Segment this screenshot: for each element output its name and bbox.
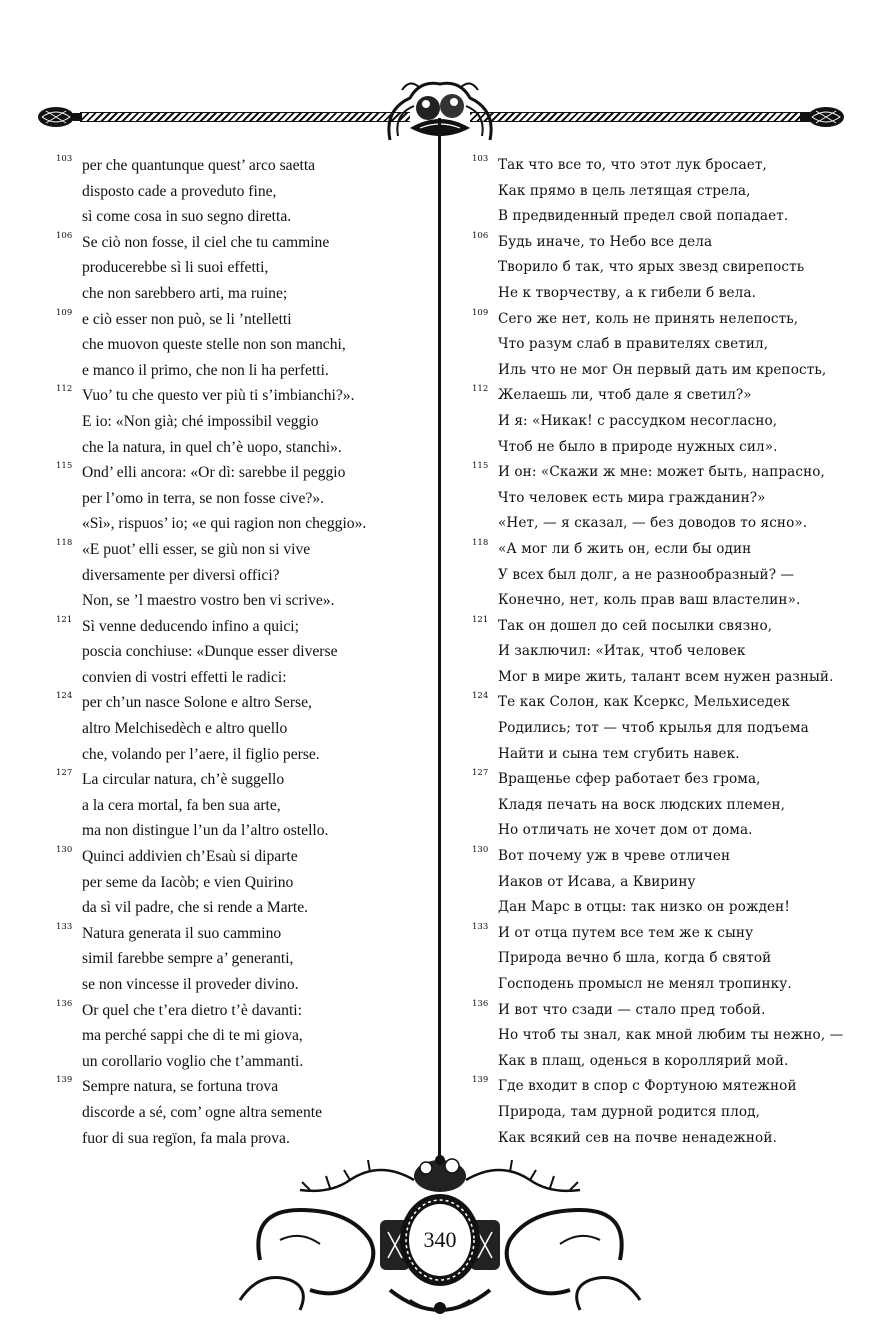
- verse-line: Но чтоб ты знал, как мной любим ты нежно, —: [498, 1027, 844, 1044]
- verse-line: ma non distingue l’un da l’altro ostello.: [82, 822, 329, 840]
- verse-line: Конечно, нет, коль прав ваш властелин».: [498, 592, 801, 609]
- tercet: [472, 460, 838, 537]
- verse-line: И он: «Скажи ж мне: может быть, напрасно,: [498, 464, 825, 481]
- tercet: [472, 844, 838, 921]
- tercet: [56, 921, 432, 998]
- rod-right: [470, 112, 810, 122]
- tercet: [472, 614, 838, 691]
- verse-number: 133: [56, 921, 73, 932]
- verse-line: convien di vostri effetti le radici:: [82, 668, 287, 686]
- verse-number: 106: [56, 230, 73, 241]
- verse-line: Sì venne deducendo infino a quici;: [82, 617, 299, 635]
- verse-line: «E puot’ elli esser, se giù non si vive: [82, 540, 311, 558]
- russian-column: [472, 153, 844, 1151]
- page-number: 340: [423, 1227, 457, 1252]
- verse-line: Будь иначе, то Небо все дела: [498, 233, 713, 250]
- verse-number: 121: [56, 614, 73, 625]
- verse-line: da sì vil padre, che si rende a Marte.: [82, 899, 309, 917]
- tercet: [472, 998, 844, 1075]
- tercet: [56, 460, 432, 537]
- finial-left-icon: [36, 105, 82, 129]
- verse-line: se non vincesse il proveder divino.: [82, 976, 299, 993]
- verse-line: Творило б так, что ярых звезд свирепость: [498, 259, 805, 276]
- verse-line: Vuo’ tu che questo ver più ti s’imbianchi?».: [82, 387, 355, 405]
- verse-line: diversamente per diversi offici?: [82, 566, 280, 584]
- verse-number: 121: [472, 614, 489, 625]
- verse-line: У всех был долг, а не разнообразный? —: [498, 566, 795, 583]
- verse-line: La circular natura, ch’è suggello: [82, 771, 285, 789]
- verse-number: 115: [472, 461, 489, 472]
- verse-number: 118: [56, 537, 73, 548]
- verse-line: simil farebbe sempre a’ generanti,: [82, 950, 294, 968]
- verse-line: Как в плащ, оденься в короллярий мой.: [498, 1052, 789, 1069]
- tercet: [56, 767, 432, 844]
- rod-left: [80, 112, 410, 122]
- verse-number: 124: [56, 691, 73, 702]
- verse-line: Ond’ elli ancora: «Or dì: sarebbe il peggio: [82, 464, 346, 482]
- verse-line: che, volando per l’aere, il figlio perse.: [82, 745, 320, 763]
- verse-line: Господень промысл не менял тропинку.: [498, 976, 792, 992]
- verse-line: un corollario voglio che t’ammanti.: [82, 1052, 304, 1070]
- verse-line: Сего же нет, коль не принять нелепость,: [498, 310, 799, 327]
- verse-line: discorde a sé, com’ ogne altra semente: [82, 1103, 323, 1121]
- verse-line: per seme da Iacòb; e vien Quirino: [82, 873, 294, 891]
- verse-line: Родились; тот — чтоб крылья для подъема: [498, 720, 809, 737]
- verse-line: a la cera mortal, fa ben sua arte,: [82, 796, 281, 814]
- verse-number: 127: [472, 768, 489, 779]
- verse-line: Quinci addivien ch’Esaù si diparte: [82, 848, 298, 866]
- tercet: [472, 537, 838, 614]
- verse-line: Non, se ’l maestro vostro ben vi scrive».: [82, 592, 335, 610]
- verse-number: 139: [56, 1075, 73, 1086]
- tercet: [56, 307, 432, 384]
- verse-number: 118: [472, 537, 489, 548]
- verse-number: 106: [472, 230, 489, 241]
- verse-line: E io: «Non già; ché impossibil veggio: [82, 412, 319, 430]
- tercet: [56, 998, 432, 1075]
- verse-number: 112: [472, 384, 489, 395]
- verse-number: 109: [56, 307, 73, 318]
- verse-line: Or quel che t’era dietro t’è davanti:: [82, 1001, 302, 1019]
- verse-line: Те как Солон, как Ксеркс, Мельхиседек: [498, 694, 791, 711]
- tercet: [56, 230, 432, 307]
- verse-line: che muovon queste stelle non son manchi,: [82, 336, 346, 354]
- verse-line: e ciò esser non può, se li ’ntelletti: [82, 310, 292, 328]
- tercet: [472, 230, 838, 307]
- verse-line: Найти и сына тем сгубить навек.: [498, 745, 740, 762]
- verse-line: Желаешь ли, чтоб дале я светил?»: [498, 387, 752, 404]
- tercet: [472, 921, 838, 998]
- verse-line: per l’omo in terra, se non fosse cive?».: [82, 489, 325, 507]
- verse-number: 136: [56, 998, 73, 1009]
- verse-line: che non sarebbero arti, ma ruine;: [82, 284, 288, 302]
- verse-line: И заключил: «Итак, чтоб человек: [498, 643, 746, 660]
- tercet: [472, 383, 838, 460]
- verse-line: Вот почему уж в чреве отличен: [498, 848, 731, 865]
- verse-line: Чтоб не было в природе нужных сил».: [498, 438, 778, 455]
- tercet: [56, 383, 432, 460]
- verse-line: Sempre natura, se fortuna trova: [82, 1078, 279, 1096]
- verse-line: Иль что не мог Он первый дать им крепость,: [498, 361, 827, 378]
- verse-line: Но отличать не хочет дом от дома.: [498, 822, 753, 839]
- verse-line: Как всякий сев на почве ненадежной.: [498, 1129, 777, 1146]
- verse-line: Что разум слаб в правителях светил,: [498, 336, 769, 353]
- verse-line: per ch’un nasce Solone e altro Serse,: [82, 694, 312, 712]
- verse-line: Кладя печать на воск людских племен,: [498, 796, 786, 813]
- verse-line: Так он дошел до сей посылки связно,: [498, 617, 773, 634]
- finial-right-icon: [800, 105, 846, 129]
- verse-number: 130: [56, 845, 73, 856]
- verse-number: 112: [56, 384, 73, 395]
- verse-line: fuor di sua regïon, fa mala prova.: [82, 1129, 290, 1147]
- verse-line: per che quantunque quest’ arco saetta: [82, 157, 316, 174]
- verse-line: И вот что сзади — стало пред тобой.: [498, 1001, 766, 1018]
- verse-line: altro Melchisedèch e altro quello: [82, 720, 288, 738]
- verse-line: И от отца путем все тем же к сыну: [498, 924, 754, 941]
- verse-line: Иаков от Исава, а Квирину: [498, 873, 696, 890]
- verse-line: «Sì», rispuos’ io; «e qui ragion non cheggio».: [82, 515, 367, 533]
- verse-number: 103: [56, 154, 73, 164]
- verse-line: poscia conchiuse: «Dunque esser diverse: [82, 643, 338, 661]
- verse-line: Не к творчеству, а к гибели б вела.: [498, 284, 756, 301]
- tercet: [56, 690, 432, 767]
- tercet: [56, 537, 432, 614]
- verse-line: «Нет, — я сказал, — без доводов то ясно».: [498, 515, 808, 532]
- verse-number: 127: [56, 768, 73, 779]
- verse-line: che la natura, in quel ch’è uopo, stanchi».: [82, 438, 342, 456]
- verse-line: Что человек есть мира гражданин?»: [498, 489, 766, 506]
- verse-number: 103: [472, 154, 489, 164]
- verse-line: Se ciò non fosse, il ciel che tu cammine: [82, 233, 330, 251]
- verse-line: sì come cosa in suo segno diretta.: [82, 208, 292, 226]
- tercet: [472, 690, 838, 767]
- italian-column: [56, 153, 432, 1151]
- tercet: [472, 767, 838, 844]
- verse-line: Мог в мире жить, талант всем нужен разный.: [498, 668, 834, 685]
- verse-line: Природа, там дурной родится плод,: [498, 1103, 761, 1120]
- verse-number: 109: [472, 307, 489, 318]
- verse-line: «А мог ли б жить он, если бы один: [498, 540, 752, 557]
- verse-line: ma perché sappi che di te mi giova,: [82, 1027, 303, 1045]
- verse-line: Где входит в спор с Фортуною мятежной: [498, 1078, 797, 1095]
- verse-line: e manco il primo, che non li ha perfetti.: [82, 361, 329, 379]
- verse-number: 133: [472, 921, 489, 932]
- tercet: [56, 614, 432, 691]
- verse-line: Вращенье сфер работает без грома,: [498, 771, 761, 788]
- tercet: [56, 153, 432, 230]
- tercet: [472, 153, 838, 230]
- verse-number: 130: [472, 845, 489, 856]
- verse-number: 136: [472, 998, 489, 1009]
- verse-line: Как прямо в цель летящая стрела,: [498, 182, 751, 199]
- verse-line: Природа вечно б шла, когда б святой: [498, 950, 772, 967]
- tercet: [472, 307, 838, 384]
- column-divider: [438, 118, 441, 1158]
- verse-line: Дан Марс в отцы: так низко он рожден!: [498, 899, 790, 916]
- verse-line: Так что все то, что этот лук бросает,: [498, 157, 767, 173]
- tercet: [56, 844, 432, 921]
- verse-number: 139: [472, 1075, 489, 1086]
- verse-line: disposto cade a proveduto fine,: [82, 182, 277, 200]
- verse-line: В предвиденный предел свой попадает.: [498, 208, 789, 225]
- verse-number: 115: [56, 461, 73, 472]
- verse-line: Natura generata il suo cammino: [82, 924, 282, 942]
- verse-line: producerebbe sì li suoi effetti,: [82, 259, 269, 277]
- verse-number: 124: [472, 691, 489, 702]
- verse-line: И я: «Никак! с рассудком несогласно,: [498, 412, 778, 429]
